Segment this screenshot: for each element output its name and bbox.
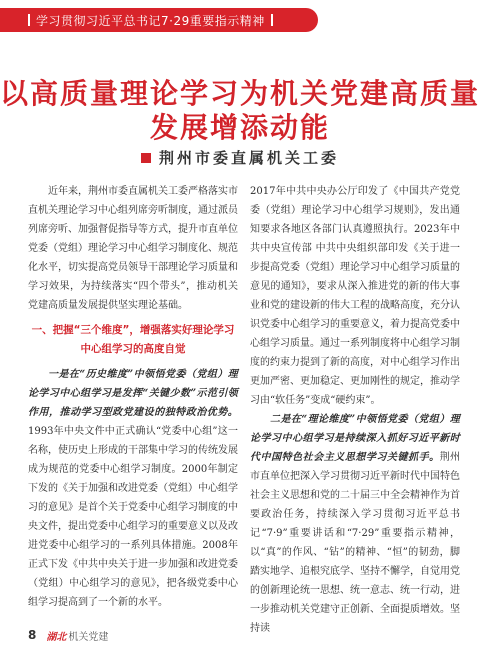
column-tag-text: 学习贯彻习近平总书记7·29重要指示精神 — [36, 13, 265, 28]
paragraph-intro: 近年来，荆州市委直属机关工委严格落实市直机关理论学习中心组列席旁听制度，通过派员列席旁听、加强督促指导等方式，提升市直单位党委（党组）理论学习中心组学习制度化、规范化水平，切实提高党员领导干部理论学习质量和学习效果，为持续落实“四个带头”，推动机关党建高质量发展提供坚实理论基础。 — [28, 186, 238, 311]
section-heading-1: 一、把握“三个维度”，增强落实好理论学习中心组学习的高度自觉 — [31, 324, 235, 355]
paragraph-history-lead: 一是在“历史维度”中领悟党委（党组）理论学习中心组学习是发挥“关键少数”示范引领作用，推动学习型政党建设的独特政治优势。 — [28, 369, 238, 418]
paragraph-history — [28, 365, 238, 612]
page-footer — [28, 626, 108, 644]
divider-left — [28, 14, 30, 26]
paragraph-history-rest: 1993年中央文件中正式确认“党委中心组”这一名称，使历史上形成的干部集中学习的传统发展成为规范的党委中心组学习制度。2000年制定下发的《关于加强和改进党委（党组）中心组学习的意见》是首个关于党委中心组学习制度的中央文件，提出党委中心组学习的重要意义以及改进党委中心组学习的一系列具体措施。2008年正式下发《中共中央关于进一步加强和改进党委（党组）中心组学习的意见》，把各级党委中心组学习提高到了一个新的水平。 — [28, 426, 238, 608]
header-bar — [0, 0, 480, 46]
byline — [0, 147, 480, 168]
page-number: 8 — [28, 628, 37, 642]
right-column — [250, 182, 460, 638]
journal-title: 机关党建 — [68, 631, 109, 643]
column-tag — [0, 8, 318, 32]
byline-text: 荆州市委直属机关工委 — [158, 149, 339, 167]
paragraph-continued: 2017年中共中央办公厅印发了《中国共产党党委（党组）理论学习中心组学习规则》，发出通知要求各地区各部门认真遵照执行。2023年中共中央宣传部 中共中央组织部印发《关于进一步提高党委（党组）理论学习中心组学习质量的意见的通知》，要求从深入推进党的新的伟大事业和党的建设新的伟大工程的战略高度，充分认识党委中心组学习的重要意义，着力提高党委中心组学习质量。通过一系列制度将中心组学习制度的约束力提到了新的高度，对中心组学习作出更加严密、更加稳定、更加刚性的规定，推动学习由“软任务”变成“硬约束”。 — [250, 186, 460, 406]
article-title-line2: 发展增添动能 — [149, 111, 330, 144]
journal-brand: 湖北 — [46, 631, 67, 643]
paragraph-theory-rest: 荆州市直单位把深入学习贯彻习近平新时代中国特色社会主义思想和党的二十届三中全会精神作为首要政治任务，持续深入学习贯彻习近平总书记“7·9”重要讲话和“7·29”重要指示精神，以“真”的作风、“钻”的精神、“恒”的韧劲，脚踏实地学、追根究底学、坚持不懈学，自觉用党的创新理论统一思想、统一意志、统一行动，进一步推动机关党建守正创新、全面提质增效。坚持读 — [250, 452, 460, 634]
square-bullet-icon — [141, 153, 151, 163]
divider-right — [271, 14, 273, 26]
left-column — [28, 182, 238, 612]
paragraph-theory — [250, 410, 460, 638]
paragraph-theory-lead: 二是在“理论维度”中领悟党委（党组）理论学习中心组学习是持续深入抓好习近平新时代中国特色社会主义思想学习关键抓手。 — [250, 414, 460, 463]
article-title-line1: 以高质量理论学习为机关党建高质量 — [0, 77, 480, 110]
journal-name — [46, 628, 108, 643]
